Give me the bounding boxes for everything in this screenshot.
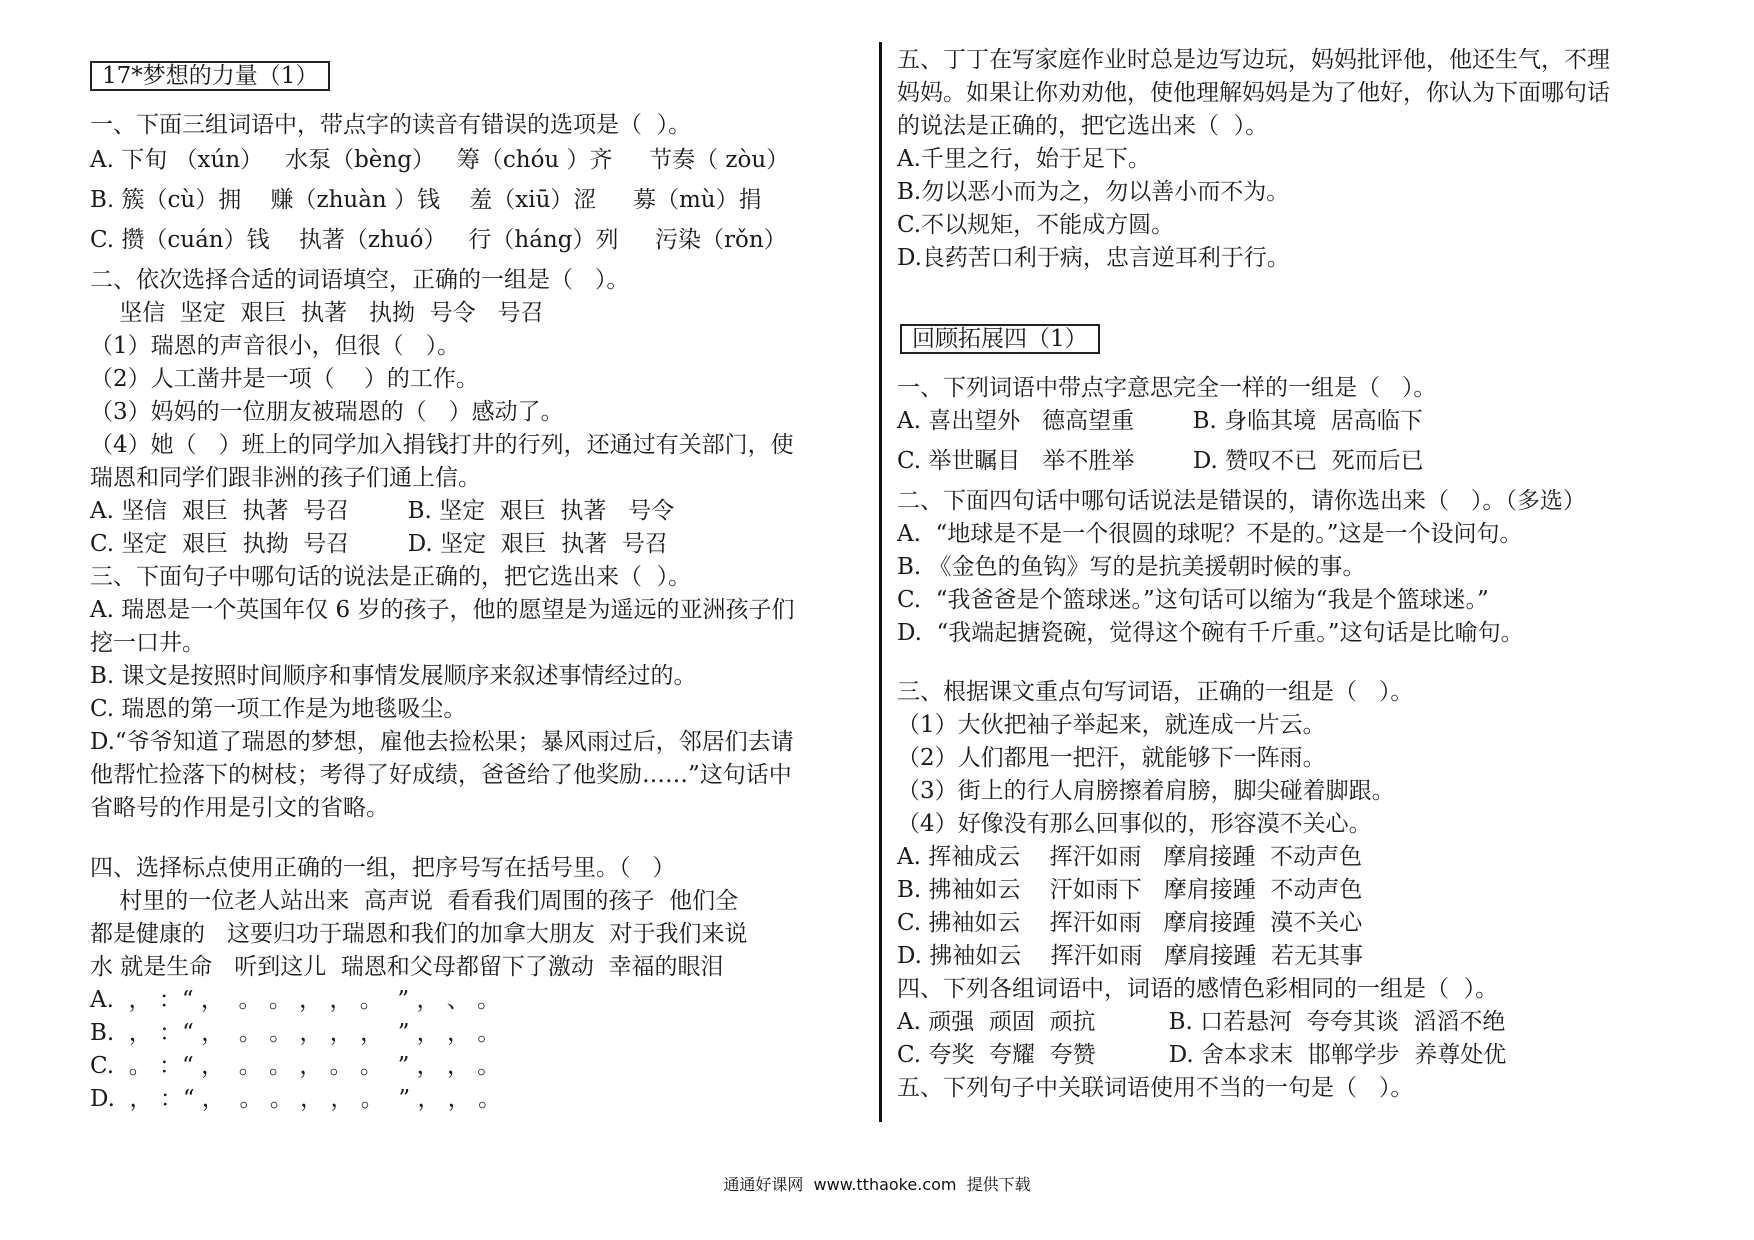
option-line: C.不以规矩，不能成方圆。	[897, 212, 1175, 238]
fill-blank-line: （2）人工凿井是一项（ ）的工作。	[90, 366, 479, 392]
passage-line: 水 就是生命 听到这儿 瑞恩和父母都留下了激动 幸福的眼泪	[90, 954, 724, 980]
option-line: C. 攒（cuán）钱 执著（zhuó） 行（háng）列 污染（rǒn）	[90, 227, 787, 253]
option-line: D. “我端起搪瓷碗，觉得这个碗有千斤重。”这句话是比喻句。	[897, 620, 1524, 646]
question-line: 一、下列词语中带点字意思完全一样的一组是（ ）。	[897, 375, 1437, 401]
option-line: D.良药苦口利于病，忠言逆耳利于行。	[897, 245, 1290, 271]
option-line: 挖一口井。	[90, 630, 205, 656]
option-line: C. 举世瞩目 举不胜举 D. 赞叹不已 死而后已	[897, 448, 1424, 474]
option-line: A. 坚信 艰巨 执著 号召 B. 坚定 艰巨 执著 号令	[90, 498, 675, 524]
option-line: B. 《金色的鱼钩》写的是抗美援朝时候的事。	[897, 554, 1366, 580]
option-line: C. “我爸爸是个篮球迷。”这句话可以缩为“我是个篮球迷。”	[897, 587, 1489, 613]
option-line: 省略号的作用是引文的省略。	[90, 795, 389, 821]
question-line: 五、丁丁在写家庭作业时总是边写边玩，妈妈批评他，他还生气，不理	[897, 47, 1610, 73]
review-title: 回顾拓展四（1）	[900, 324, 1100, 354]
question-line: 五、下列句子中关联词语使用不当的一句是（ ）。	[897, 1075, 1414, 1101]
option-line: A.千里之行，始于足下。	[897, 146, 1151, 172]
option-line: B. 课文是按照时间顺序和事情发展顺序来叙述事情经过的。	[90, 663, 697, 689]
option-line: A. 挥袖成云 挥汗如雨 摩肩接踵 不动声色	[897, 844, 1363, 870]
option-line: D. 拂袖如云 挥汗如雨 摩肩接踵 若无其事	[897, 943, 1364, 969]
option-line: A. 顽强 顽固 顽抗 B. 口若悬河 夸夸其谈 滔滔不绝	[897, 1009, 1506, 1035]
fill-blank-line: （3）妈妈的一位朋友被瑞恩的（ ）感动了。	[90, 399, 564, 425]
punctuation-option: A. ， ：“ ， 。 。 ， ， 。 ” ， 、 。	[90, 987, 501, 1013]
option-line: B. 拂袖如云 汗如雨下 摩肩接踵 不动声色	[897, 877, 1363, 903]
option-line: C. 瑞恩的第一项工作是为地毯吸尘。	[90, 696, 467, 722]
question-line: 一、下面三组词语中，带点字的读音有错误的选项是（ ）。	[90, 112, 692, 138]
question-line: 的说法是正确的，把它选出来（ ）。	[897, 113, 1269, 139]
word-bank: 坚信 坚定 艰巨 执著 执拗 号令 号召	[90, 300, 544, 326]
lesson-title: 17*梦想的力量（1）	[90, 61, 330, 91]
fill-blank-line: （1）瑞恩的声音很小，但很（ ）。	[90, 333, 461, 359]
fill-blank-line: （4）她（ ）班上的同学加入捐钱打井的行列，还通过有关部门，使	[90, 432, 794, 458]
question-line: 四、下列各组词语中，词语的感情色彩相同的一组是（ ）。	[897, 976, 1499, 1002]
option-line: C. 拂袖如云 挥汗如雨 摩肩接踵 漠不关心	[897, 910, 1363, 936]
fill-blank-line: 瑞恩和同学们跟非洲的孩子们通上信。	[90, 465, 481, 491]
option-line: C. 坚定 艰巨 执拗 号召 D. 坚定 艰巨 执著 号召	[90, 531, 668, 557]
option-line: D.“爷爷知道了瑞恩的梦想，雇他去捡松果；暴风雨过后，邻居们去请	[90, 729, 794, 755]
passage-line: 都是健康的 这要归功于瑞恩和我们的加拿大朋友 对于我们来说	[90, 921, 748, 947]
question-line: 二、下面四句话中哪句话说法是错误的，请你选出来（ ）。（多选）	[897, 488, 1586, 514]
sentence-line: （1）大伙把袖子举起来，就连成一片云。	[897, 712, 1326, 738]
punctuation-option: D. ， ：“ ， 。 。 ， ， 。 ” ， ， 。	[90, 1086, 502, 1112]
sentence-line: （3）街上的行人肩膀擦着肩膀，脚尖碰着脚跟。	[897, 778, 1395, 804]
question-line: 四、选择标点使用正确的一组，把序号写在括号里。（ ）	[90, 855, 676, 881]
question-line: 三、根据课文重点句写词语，正确的一组是（ ）。	[897, 679, 1414, 705]
option-line: A. 瑞恩是一个英国年仅 6 岁的孩子，他的愿望是为遥远的亚洲孩子们	[90, 597, 795, 623]
passage-line: 村里的一位老人站出来 高声说 看看我们周围的孩子 他们全	[90, 888, 739, 914]
option-line: A. “地球是不是一个很圆的球呢？不是的。”这是一个设问句。	[897, 521, 1523, 547]
sentence-line: （4）好像没有那么回事似的，形容漠不关心。	[897, 811, 1372, 837]
punctuation-option: C. 。 ：“ ， 。 。 ， 。 。 ” ， ， 。	[90, 1053, 501, 1079]
option-line: A. 喜出望外 德高望重 B. 身临其境 居高临下	[897, 408, 1423, 434]
column-divider	[879, 42, 882, 1122]
option-line: C. 夸奖 夸耀 夸赞 D. 舍本求末 邯郸学步 养尊处优	[897, 1042, 1507, 1068]
option-line: B.勿以恶小而为之，勿以善小而不为。	[897, 179, 1290, 205]
footer-source: 通通好课网 www.tthaoke.com 提供下载	[723, 1175, 1031, 1194]
punctuation-option: B. ， ：“ ， 。 。 ， ， ， ” ， ， 。	[90, 1020, 501, 1046]
question-line: 妈妈。如果让你劝劝他，使他理解妈妈是为了他好，你认为下面哪句话	[897, 80, 1610, 106]
option-line: B. 簇（cù）拥 赚（zhuàn ）钱 羞（xiū）涩 募（mù）捐	[90, 187, 762, 213]
sentence-line: （2）人们都甩一把汗，就能够下一阵雨。	[897, 745, 1326, 771]
option-line: A. 下旬 （xún） 水泵（bèng） 筹（chóu ）齐 节奏（ zòu）	[90, 147, 790, 173]
question-line: 二、依次选择合适的词语填空，正确的一组是（ ）。	[90, 267, 630, 293]
question-line: 三、下面句子中哪句话的说法是正确的，把它选出来（ ）。	[90, 564, 692, 590]
option-line: 他帮忙捡落下的树枝；考得了好成绩，爸爸给了他奖励……”这句话中	[90, 762, 792, 788]
